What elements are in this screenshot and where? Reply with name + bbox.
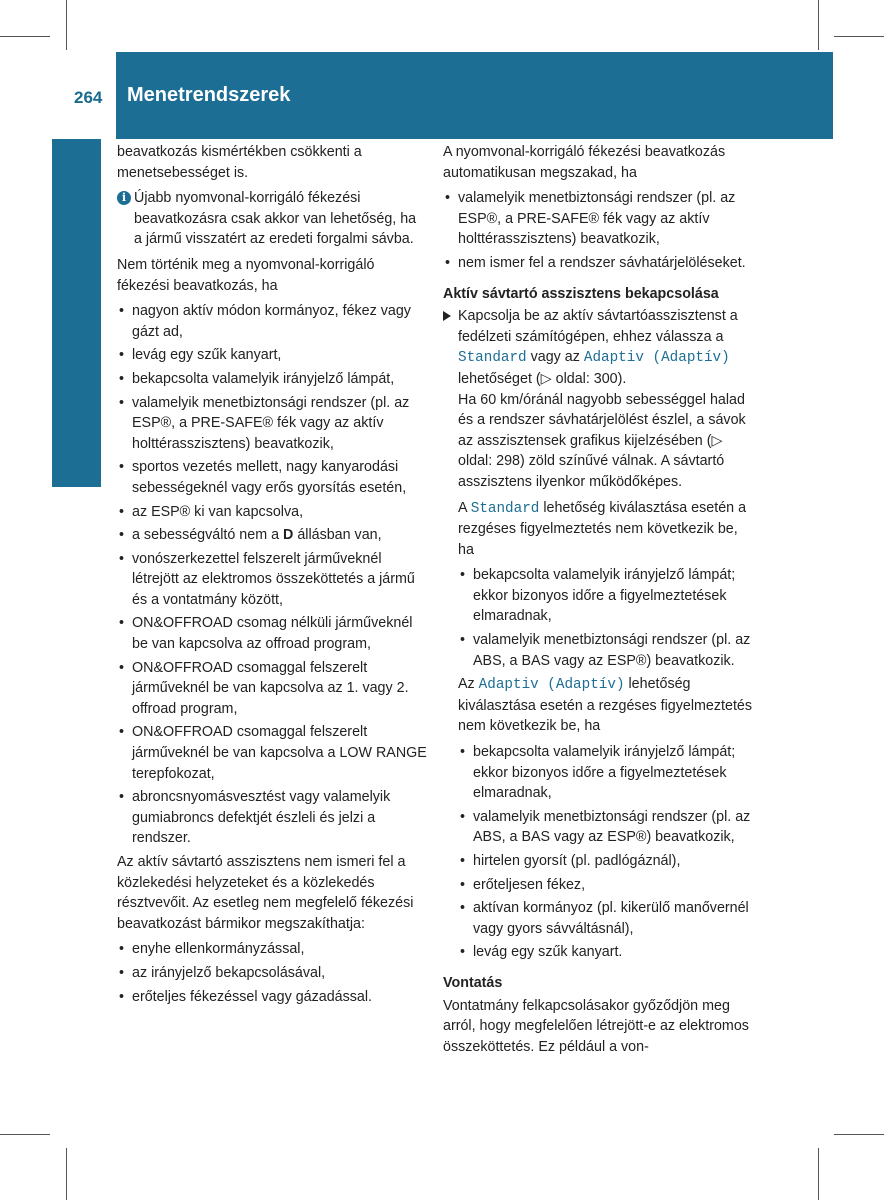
list-item <box>117 525 427 546</box>
right-column <box>443 142 755 1062</box>
paragraph-text: lehetőség kiválasztása esetén a rezgéses figyelmeztetés nem következik be, ha <box>458 676 753 735</box>
list-item: • nem ismer fel a rendszer sávhatárjelöléseket. <box>443 253 755 274</box>
list-item: • hirtelen gyorsít (pl. padlógáznál), <box>443 851 755 872</box>
list-item: • nagyon aktív módon kormányoz, fékez vagy gázt ad, <box>117 301 427 342</box>
paragraph: Ha 60 km/óránál nagyobb sebességgel halad és a rendszer sávhatárjelölést észlel, a sávok az asszisztensek grafikus kijelzésében (▷ oldal: 298) zöld színűvé válnak. A sávtartó asszisztens ilyenkor működőképes. <box>458 391 746 490</box>
page-number-box <box>52 52 116 139</box>
bullet-list <box>443 188 755 273</box>
list-item: • bekapcsolta valamelyik irányjelző lámpát; ekkor bizonyos időre a figyelmeztetések elmaradnak, <box>443 742 755 804</box>
paragraph: A nyomvonal-korrigáló fékezési beavatkozás automatikusan megszakad, ha <box>443 144 726 181</box>
list-item: • enyhe ellenkormányzással, <box>117 939 427 960</box>
paragraph: Nem történik meg a nyomvonal-korrigáló fékezési beavatkozás, ha <box>117 256 375 294</box>
list-item: • ON&OFFROAD csomaggal felszerelt járműveknél be van kapcsolva az 1. vagy 2. offroad program, <box>117 658 427 720</box>
info-note <box>117 188 427 250</box>
list-item: • valamelyik menetbiztonsági rendszer (pl. az ABS, a BAS vagy az ESP®) beavatkozik, <box>443 807 755 848</box>
list-item: • vonószerkezettel felszerelt járműveknél létrejött az elektromos összeköttetés a jármű és a vontatmány között, <box>117 549 427 611</box>
left-column <box>117 142 427 1010</box>
step-text: Kapcsolja be az aktív sávtartóasszisztenst a fedélzeti számítógépen, ehhez válassza a <box>458 308 738 345</box>
list-item: • sportos vezetés mellett, nagy kanyarodási sebességeknél vagy erős gyorsítás esetén, <box>117 457 427 498</box>
chapter-title: Menetrendszerek <box>127 84 291 106</box>
step-text: vagy az <box>526 349 584 366</box>
list-item: • ON&OFFROAD csomag nélküli járműveknél be van kapcsolva az offroad program, <box>117 613 427 654</box>
list-item: • valamelyik menetbiztonsági rendszer (pl. az ABS, a BAS vagy az ESP®) beavatkozik. <box>443 630 755 671</box>
list-item: • aktívan kormányoz (pl. kikerülő manővernél vagy gyors sávváltásnál), <box>443 898 755 939</box>
paragraph-text: lehetőség kiválasztása esetén a rezgéses figyelmeztetés nem következik be, ha <box>458 499 747 558</box>
info-icon: i <box>117 191 131 205</box>
paragraph: Vontatmány felkapcsolásakor győződjön meg arról, hogy megfelelően létrejött-e az elektromos összeköttetés. Ez például a von- <box>443 997 749 1055</box>
option-adaptiv: Adaptiv (Adaptív) <box>583 350 730 367</box>
crop-mark <box>834 36 884 37</box>
section-heading: Aktív sávtartó asszisztens bekapcsolása <box>443 285 719 302</box>
paragraph <box>443 498 755 561</box>
crop-mark <box>0 1134 50 1135</box>
page-number: 264 <box>74 88 103 107</box>
bullet-list <box>443 565 755 671</box>
info-text: Újabb nyomvonal-korrigáló fékezési beavatkozásra csak akkor van lehetőség, ha a jármű visszatért az eredeti forgalmi sávba. <box>134 190 417 248</box>
list-item: • valamelyik menetbiztonsági rendszer (pl. az ESP®, a PRE-SAFE® fék vagy az aktív holttérasszisztens) beavatkozik, <box>117 393 427 455</box>
section-heading: Vontatás <box>443 974 503 991</box>
gear-position: D <box>283 527 294 544</box>
bullet-list <box>443 742 755 963</box>
paragraph-text: A <box>458 499 471 516</box>
list-item: • levág egy szűk kanyart, <box>117 345 427 366</box>
list-item: • erőteljesen fékez, <box>443 875 755 896</box>
instruction-step <box>443 306 755 389</box>
paragraph: Az aktív sávtartó asszisztens nem ismeri fel a közlekedési helyzeteket és a közlekedés résztvevőit. Az esetleg nem megfelelő fékezési beavatkozást bármikor megszakíthatja: <box>117 854 414 932</box>
paragraph: beavatkozás kismértékben csökkenti a menetsebességet is. <box>117 144 362 181</box>
crop-mark <box>818 0 819 50</box>
crop-mark <box>66 0 67 50</box>
crop-mark <box>834 1134 884 1135</box>
paragraph-text: Az <box>458 676 479 693</box>
list-item-text: állásban van, <box>293 527 382 544</box>
paragraph <box>443 674 755 737</box>
crop-mark <box>0 36 50 37</box>
list-item: • abroncsnyomásvesztést vagy valamelyik gumiabroncs defektjét észleli és jelzi a rendszer. <box>117 787 427 849</box>
list-item: • bekapcsolta valamelyik irányjelző lámpát; ekkor bizonyos időre a figyelmeztetések elmaradnak, <box>443 565 755 627</box>
list-item: • ON&OFFROAD csomaggal felszerelt járműveknél be van kapcsolva a LOW RANGE terepfokozat, <box>117 722 427 784</box>
option-adaptiv: Adaptiv (Adaptív) <box>478 677 625 694</box>
list-item: • erőteljes fékezéssel vagy gázadással. <box>117 987 427 1008</box>
side-tab-label: Vezetés és parkolás <box>76 250 98 440</box>
list-item: • az irányjelző bekapcsolásával, <box>117 963 427 984</box>
list-item: • levág egy szűk kanyart. <box>443 942 755 963</box>
list-item: • bekapcsolta valamelyik irányjelző lámpát, <box>117 369 427 390</box>
crop-mark <box>66 1148 67 1200</box>
list-item: • az ESP® ki van kapcsolva, <box>117 502 427 523</box>
step-arrow-icon <box>443 311 451 321</box>
crop-mark <box>818 1148 819 1200</box>
option-standard: Standard <box>470 500 540 517</box>
step-text: lehetőséget (▷ oldal: 300). <box>458 370 627 387</box>
bullet-list <box>117 939 427 1007</box>
option-standard: Standard <box>458 350 527 367</box>
list-item-text: a sebességváltó nem a <box>132 527 284 544</box>
list-item: • valamelyik menetbiztonsági rendszer (pl. az ESP®, a PRE-SAFE® fék vagy az aktív holttérasszisztens) beavatkozik, <box>443 188 755 250</box>
bullet-list <box>117 301 427 849</box>
